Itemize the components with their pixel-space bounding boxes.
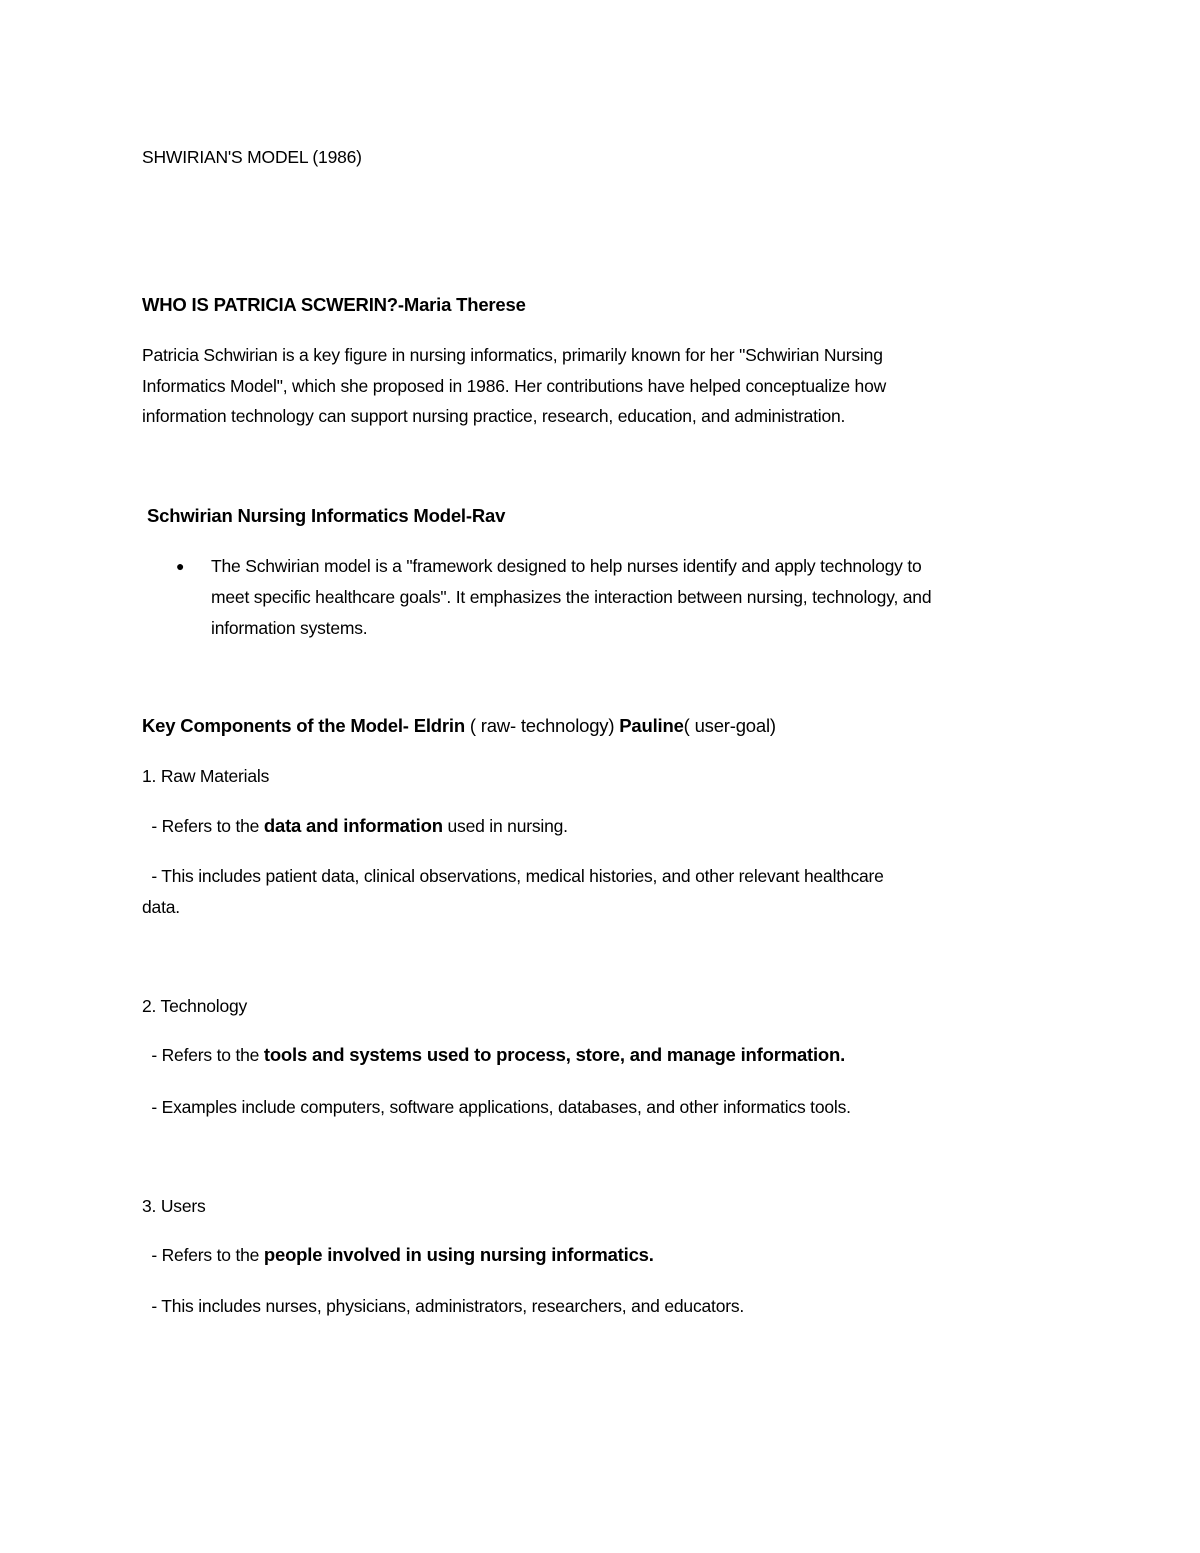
item-title: 1. Raw Materials — [142, 766, 270, 786]
item-line — [142, 1044, 845, 1066]
item-line: - This includes patient data, clinical observations, medical histories, and other relevant healthcare — [142, 866, 884, 886]
heading-normal-part: ( user-goal) — [683, 715, 776, 736]
document-title: SHWIRIAN'S MODEL (1986) — [142, 147, 362, 167]
section-heading-key-components — [142, 715, 776, 737]
item-title: 3. Users — [142, 1196, 206, 1216]
paragraph-line: Informatics Model", which she proposed in 1986. Her contributions have helped conceptualize how — [142, 376, 887, 396]
text-run: used in nursing. — [442, 816, 568, 836]
text-run: - Refers to the — [142, 1245, 264, 1265]
bullet-line: The Schwirian model is a "framework designed to help nurses identify and apply technology to — [211, 556, 922, 576]
heading-bold-part: Pauline — [619, 715, 684, 736]
section-heading-model: Schwirian Nursing Informatics Model-Rav — [147, 505, 506, 526]
text-run-bold: people involved in using nursing informatics. — [263, 1244, 654, 1265]
heading-normal-part: ( raw- technology) — [464, 715, 620, 736]
text-run-bold: tools and systems used to process, store, and manage information. — [263, 1044, 846, 1065]
section-heading-who-is: WHO IS PATRICIA SCWERIN?-Maria Therese — [142, 294, 526, 315]
text-run-bold: data and information — [263, 815, 443, 836]
paragraph-line: information technology can support nursing practice, research, education, and administration. — [142, 406, 846, 426]
text-run: - Refers to the — [142, 1045, 264, 1065]
item-line: - Examples include computers, software applications, databases, and other informatics tools. — [142, 1097, 851, 1117]
item-line — [142, 815, 568, 837]
item-line — [142, 1244, 654, 1266]
item-title: 2. Technology — [142, 996, 248, 1016]
heading-bold-part: Key Components of the Model- Eldrin — [142, 715, 465, 736]
text-run: - Refers to the — [142, 816, 264, 836]
paragraph-line: Patricia Schwirian is a key figure in nursing informatics, primarily known for her "Schwirian Nursing — [142, 345, 883, 365]
item-line: - This includes nurses, physicians, administrators, researchers, and educators. — [142, 1296, 745, 1316]
item-line: data. — [142, 897, 180, 917]
bullet-line: information systems. — [211, 618, 368, 638]
bullet-icon: ● — [176, 558, 185, 574]
bullet-line: meet specific healthcare goals". It emphasizes the interaction between nursing, technology, and — [211, 587, 932, 607]
